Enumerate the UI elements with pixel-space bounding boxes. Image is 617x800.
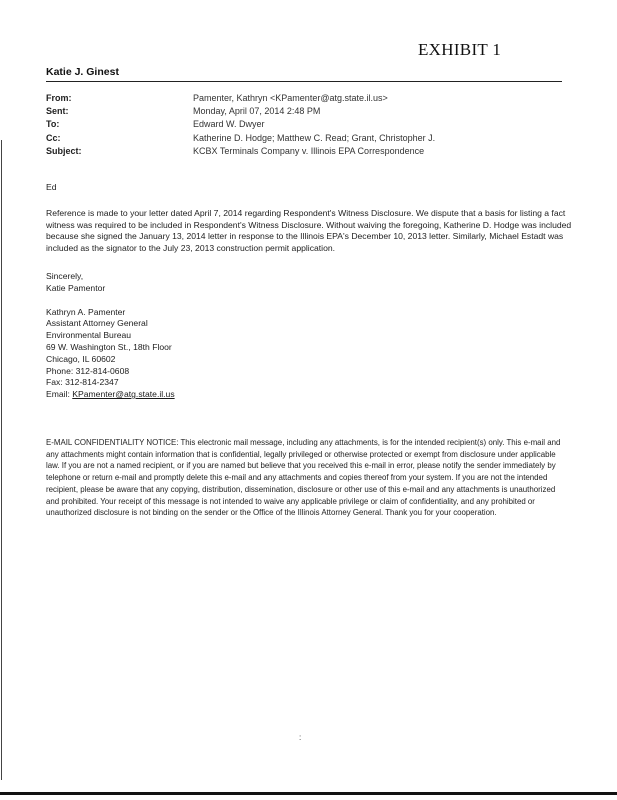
signature-phone: Phone: 312-814-0608 xyxy=(46,365,130,376)
header-value: KCBX Terminals Company v. Illinois EPA Correspondence xyxy=(193,145,425,156)
body-paragraph: Reference is made to your letter dated April 7, 2014 regarding Respondent's Witness Disclosure. We dispute that a basis for listing a fact witness was required to be included in Respondent's Witness Disclosure. Without waiving the foregoing, Katherine D. Hodge was included because she signed the January 13, 2014 letter in response to the Illinois EPA's December 10, 2013 letter. Similarly, Michael Estadt was included as the signator to the July 23, 2013 construction permit application. xyxy=(46,207,572,254)
header-value: Edward W. Dwyer xyxy=(193,119,265,130)
salutation: Ed xyxy=(46,182,57,192)
signature-email-row xyxy=(46,389,576,401)
header-value: Pamenter, Kathryn <KPamenter@atg.state.il.us> xyxy=(193,93,388,103)
header-value: Monday, April 07, 2014 2:48 PM xyxy=(193,106,321,117)
signature-email-link[interactable]: KPamenter@atg.state.il.us xyxy=(72,389,175,400)
header-label: To: xyxy=(46,119,60,130)
email-body xyxy=(46,182,576,401)
header-divider xyxy=(46,81,562,82)
signature-email-label: Email: xyxy=(46,389,73,400)
page-mark: : xyxy=(299,733,302,742)
scan-bottom-edge xyxy=(0,792,617,795)
exhibit-label: EXHIBIT 1 xyxy=(418,40,502,59)
header-label: Subject: xyxy=(46,145,82,156)
signature-bureau: Environmental Bureau xyxy=(46,330,132,341)
closing-name: Katie Pamentor xyxy=(46,282,106,293)
signature-title: Assistant Attorney General xyxy=(46,318,148,329)
signature-fax: Fax: 312-814-2347 xyxy=(46,377,119,388)
header-value: Katherine D. Hodge; Matthew C. Read; Grant, Christopher J. xyxy=(193,132,436,143)
signature-name: Kathryn A. Pamenter xyxy=(46,306,126,317)
closing-block xyxy=(46,271,576,295)
header-label: Cc: xyxy=(46,132,61,143)
scan-edge-line xyxy=(1,140,2,780)
signature-block xyxy=(46,307,576,401)
signature-address-line-1: 69 W. Washington St., 18th Floor xyxy=(46,341,172,352)
confidentiality-notice: E-MAIL CONFIDENTIALITY NOTICE: This electronic mail message, including any attachments, is for the intended recipient(s) only. This e-mail and any attachments might contain information that is confidential, legally privileged or otherwise protected or exempt from disclosure under applicable law. If you are not a named recipient, or if you are named but believe that you received this e-mail in error, please notify the sender immediately by telephone or return e-mail and promptly delete this e-mail and any attachments and copies thereof from your system. If you are not the intended recipient, please be aware that any copying, distribution, dissemination, disclosure or other use of this e-mail and any attachments is unauthorized and prohibited. Your receipt of this message is not intended to waive any applicable privilege or claim of confidentiality, and any prohibited or unauthorized disclosure is not binding on the sender or the Office of the Illinois Attorney General. Thank you for your cooperation. xyxy=(46,438,561,518)
header-label: From: xyxy=(46,93,72,103)
sender-name-heading: Katie J. Ginest xyxy=(46,66,119,78)
closing-line: Sincerely, xyxy=(46,270,84,281)
signature-address-line-2: Chicago, IL 60602 xyxy=(46,353,116,364)
header-label: Sent: xyxy=(46,106,69,117)
